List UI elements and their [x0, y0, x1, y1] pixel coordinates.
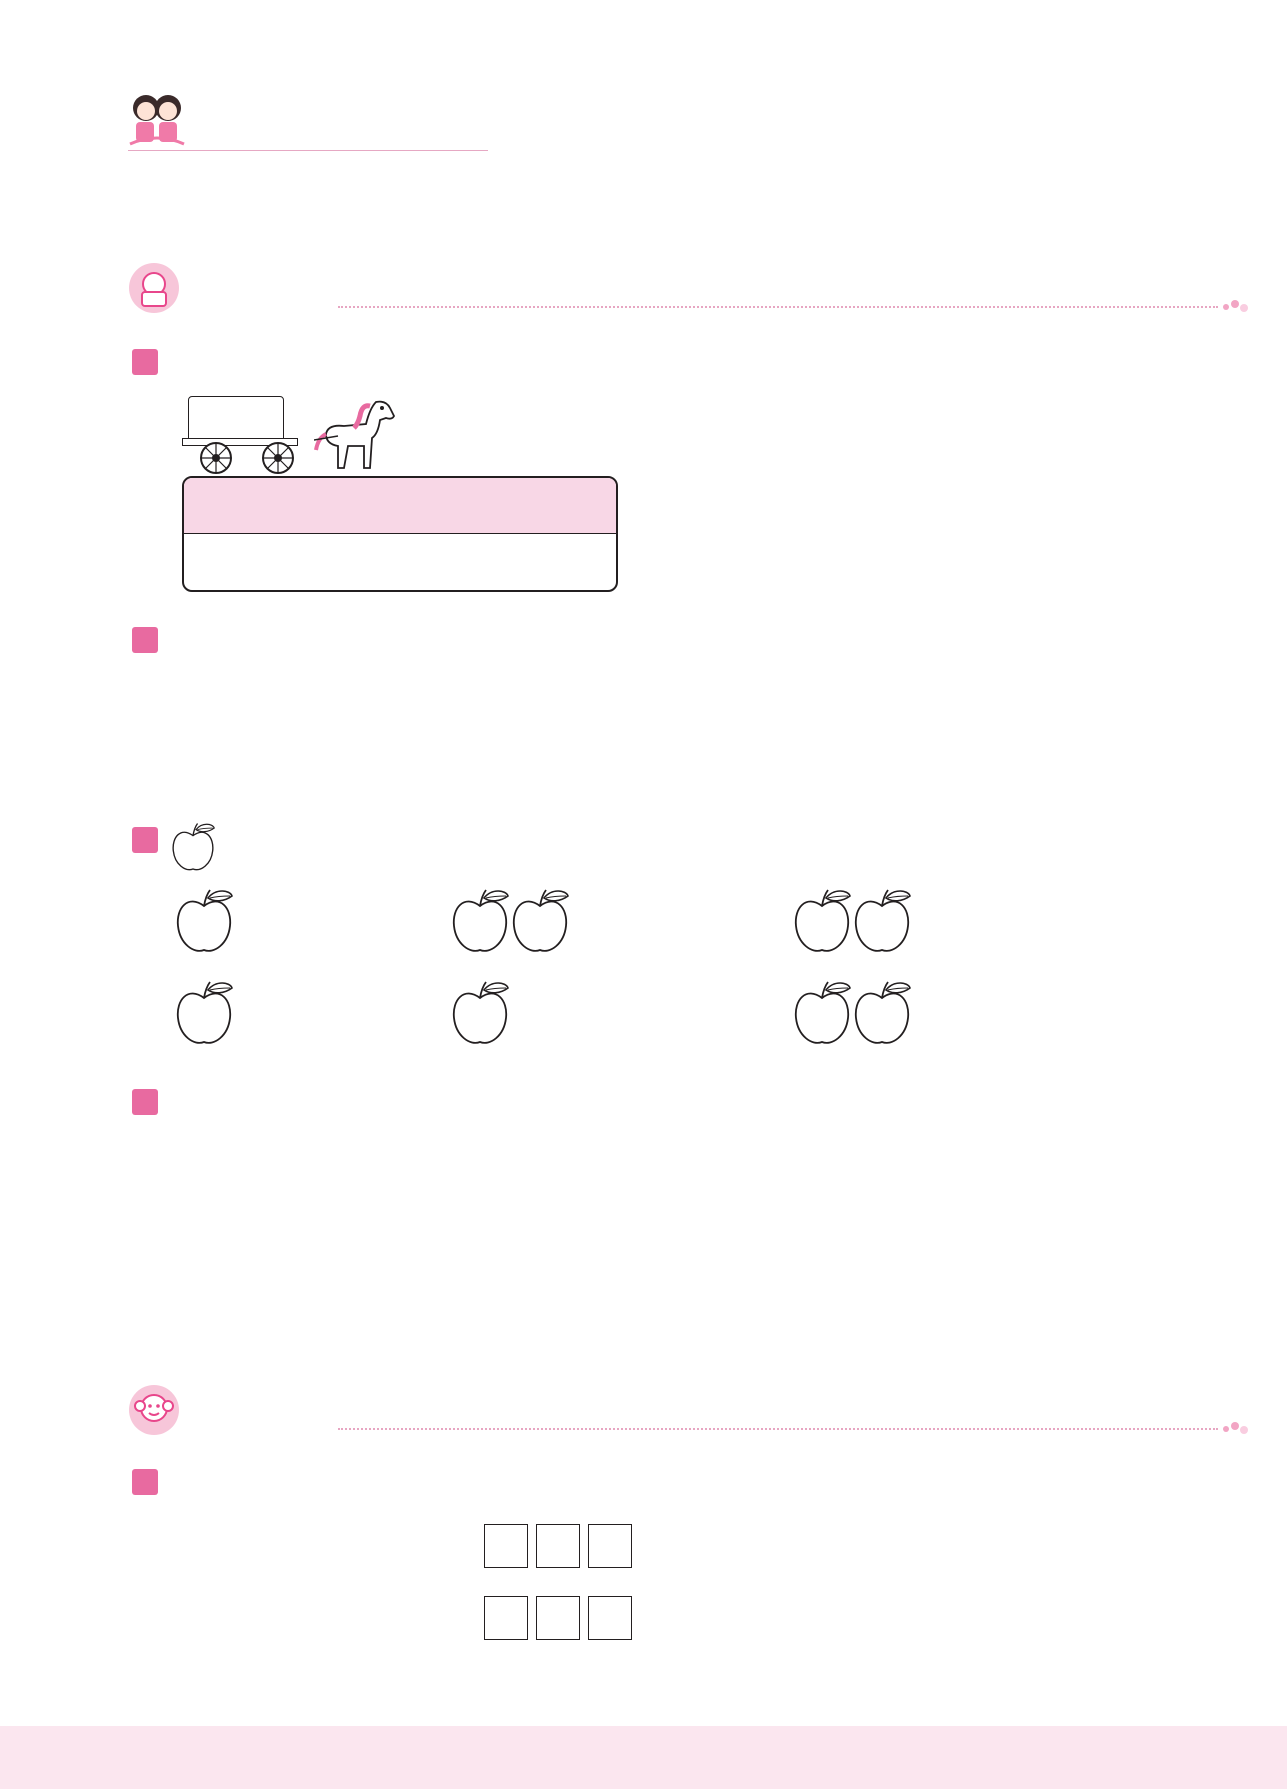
- dots-icon: [1222, 300, 1252, 314]
- apple-icon[interactable]: [174, 980, 234, 1046]
- question-number: [132, 1469, 158, 1495]
- question-number: [132, 627, 158, 653]
- section-advanced: [128, 1384, 1128, 1436]
- question-number: [132, 349, 158, 375]
- answer-box[interactable]: [588, 1524, 632, 1568]
- apple-equation: [450, 980, 510, 1046]
- wheel-icon: [260, 440, 296, 476]
- apple-equation: [792, 980, 912, 1046]
- horse-icon: [314, 394, 398, 476]
- dots-icon: [1222, 1422, 1252, 1436]
- apple-icon[interactable]: [450, 980, 510, 1046]
- answer-box[interactable]: [536, 1596, 580, 1640]
- apple-equation: [174, 888, 234, 954]
- apple-icon[interactable]: [510, 888, 570, 954]
- monkey-icon: [128, 1384, 180, 1436]
- horse-table: [182, 476, 618, 592]
- footer-band: [0, 1726, 1287, 1789]
- apple-icon[interactable]: [450, 888, 510, 954]
- answer-box[interactable]: [588, 1596, 632, 1640]
- apple-equation: [792, 888, 912, 954]
- apple-icon[interactable]: [852, 980, 912, 1046]
- section-rule: [338, 1428, 1218, 1430]
- apple-equation: [450, 888, 570, 954]
- table-answer-row: [184, 534, 616, 589]
- section-rule: [338, 306, 1218, 308]
- answer-box[interactable]: [484, 1596, 528, 1640]
- header-divider: [128, 150, 488, 151]
- apple-icon[interactable]: [852, 888, 912, 954]
- question-3-text: [170, 822, 216, 872]
- kids-logo-icon: [126, 88, 188, 150]
- apple-equation: [174, 980, 234, 1046]
- section-basic: [128, 262, 1128, 314]
- apple-icon[interactable]: [792, 888, 852, 954]
- apple-icon[interactable]: [174, 888, 234, 954]
- wheel-icon: [198, 440, 234, 476]
- box-equation-1: [484, 1524, 638, 1568]
- question-number: [132, 1089, 158, 1115]
- apple-icon: [170, 822, 216, 872]
- student-icon: [128, 262, 180, 314]
- box-equation-2: [484, 1596, 638, 1640]
- table-header-row: [184, 478, 616, 534]
- answer-box[interactable]: [484, 1524, 528, 1568]
- horse-cart-illustration: [178, 394, 418, 476]
- apple-icon[interactable]: [792, 980, 852, 1046]
- answer-box[interactable]: [536, 1524, 580, 1568]
- question-number: [132, 827, 158, 853]
